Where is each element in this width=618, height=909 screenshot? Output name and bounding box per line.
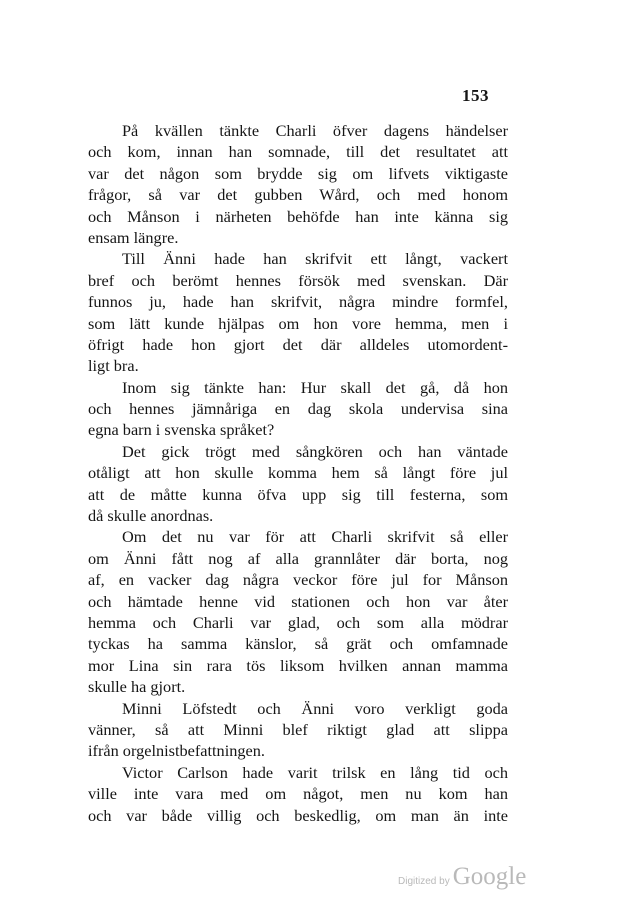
text-line: och hämtade henne vid stationen och hon var åter (88, 591, 508, 611)
paragraph (88, 377, 508, 441)
text-line: och kom, innan han somnade, till det resultatet att (88, 142, 508, 162)
paragraph (88, 698, 508, 762)
text-line: otåligt att hon skulle komma hem så långt före jul (88, 463, 508, 483)
body-text (88, 120, 508, 826)
text-line: Till Änni hade han skrifvit ett långt, vackert (122, 249, 508, 269)
text-line: af, en vacker dag några veckor före jul for Månson (88, 570, 508, 590)
digitized-by-google-watermark (398, 863, 526, 891)
text-line: och var både villig och beskedlig, om man än inte (88, 805, 508, 825)
text-line: och hennes jämnåriga en dag skola undervisa sina (88, 399, 508, 419)
text-line: ligt bra. (88, 356, 139, 376)
text-line: att de måtte kunna öfva upp sig till festerna, som (88, 484, 508, 504)
text-line: vänner, så att Minni blef riktigt glad att slippa (88, 719, 508, 739)
text-line: ville inte vara med om något, men nu kom han (88, 784, 508, 804)
paragraph (88, 526, 508, 697)
text-line: då skulle anordnas. (88, 506, 214, 526)
text-line: bref och berömt hennes försök med svenskan. Där (88, 270, 508, 290)
text-line: och Månson i närheten behöfde han inte känna sig (88, 206, 508, 226)
paragraph (88, 120, 508, 248)
text-line: tyckas ha samma känslor, så grät och omfamnade (88, 634, 508, 654)
text-line: På kvällen tänkte Charli öfver dagens händelser (122, 121, 508, 140)
text-line: som lätt kunde hjälpas om hon vore hemma, men i (88, 313, 508, 333)
text-line: Det gick trögt med sångkören och han väntade (122, 441, 508, 461)
text-line: mor Lina sin rara tös liksom hvilken annan mamma (88, 655, 508, 675)
text-line: Om det nu var för att Charli skrifvit så eller (122, 527, 508, 547)
text-line: var det någon som brydde sig om lifvets viktigaste (88, 163, 508, 183)
paragraph (88, 441, 508, 527)
text-line: skulle ha gjort. (88, 677, 186, 697)
text-line: öfrigt hade hon gjort det där alldeles utomordent- (88, 334, 508, 354)
paragraph (88, 248, 508, 376)
text-line: om Änni fått nog af alla grannlåter där borta, nog (88, 548, 508, 568)
page-number: 153 (462, 86, 489, 105)
paragraph (88, 762, 508, 826)
text-line: hemma och Charli var glad, och som alla mödrar (88, 612, 508, 632)
text-line: funnos ju, hade han skrifvit, några mindre formfel, (88, 292, 508, 312)
text-line: Inom sig tänkte han: Hur skall det gå, då hon (122, 377, 508, 397)
watermark-small-text: Digitized by (398, 876, 450, 887)
text-line: egna barn i svenska språket? (88, 420, 275, 440)
watermark-logo-text: Google (452, 863, 527, 890)
text-line: ensam längre. (88, 227, 179, 247)
text-line: Minni Löfstedt och Änni voro verkligt goda (122, 698, 508, 718)
text-line: frågor, så var det gubben Wård, och med honom (88, 185, 508, 205)
text-line: Victor Carlson hade varit trilsk en lång tid och (122, 762, 508, 782)
text-line: ifrån orgelnistbefattningen. (88, 741, 265, 761)
